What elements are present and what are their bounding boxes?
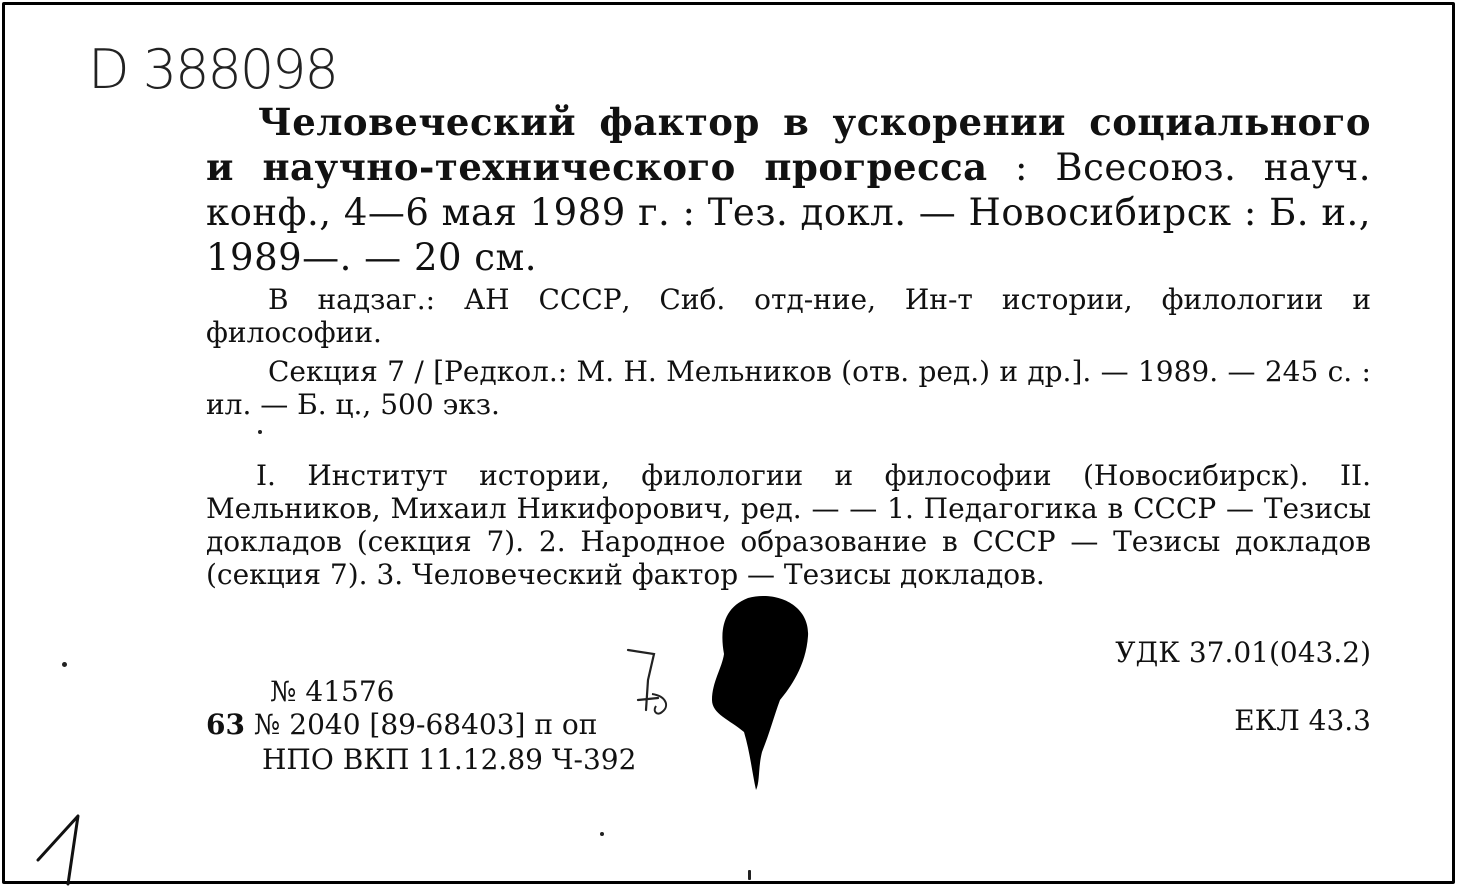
order-details: № 2040 [89-68403] п оп — [244, 708, 598, 741]
ink-speck — [62, 662, 67, 667]
section-note: Секция 7 / [Редкол.: М. Н. Мельников (отв. ред.) и др.]. — 1989. — 245 с. : ил. — Б. ц., 500 экз. — [206, 355, 1371, 421]
ink-speck — [748, 870, 751, 880]
udk-code: УДК 37.01(043.2) — [1115, 636, 1371, 669]
order-prefix: 63 — [206, 708, 245, 741]
handwritten-seven-icon — [618, 640, 678, 750]
ink-speck — [258, 430, 262, 434]
ink-speck — [600, 832, 604, 836]
handwritten-one-icon — [34, 810, 94, 890]
title-block — [206, 100, 1371, 280]
handwritten-catalog-number: D 388098 — [88, 38, 337, 101]
subject-index: I. Институт истории, филологии и философии (Новосибирск). II. Мельников, Михаил Никифорович, ред. — — 1. Педагогика в СССР — Тезисы докладов (секция 7). 2. Народное образование в СССР — Тезисы докладов (секция 7). 3. Человеческий фактор — Тезисы докладов. — [206, 459, 1371, 591]
publication-details: : Всесоюз. науч. конф., 4—6 мая 1989 г. : Тез. докл. — Новосибирск : Б. и., 1989—. — 20 см. — [206, 146, 1371, 279]
order-line — [206, 708, 597, 741]
ink-blot-icon — [700, 592, 820, 792]
printer-line: НПО ВКП 11.12.89 Ч-392 — [262, 743, 637, 776]
ekl-code: ЕКЛ 43.3 — [1234, 704, 1371, 737]
record-number: № 41576 — [270, 675, 395, 708]
work-title: Человеческий фактор в ускорении социального и научно-технического прогресса — [206, 100, 1371, 189]
header-note: В надзаг.: АН СССР, Сиб. отд-ние, Ин-т истории, филологии и философии. — [206, 283, 1371, 349]
